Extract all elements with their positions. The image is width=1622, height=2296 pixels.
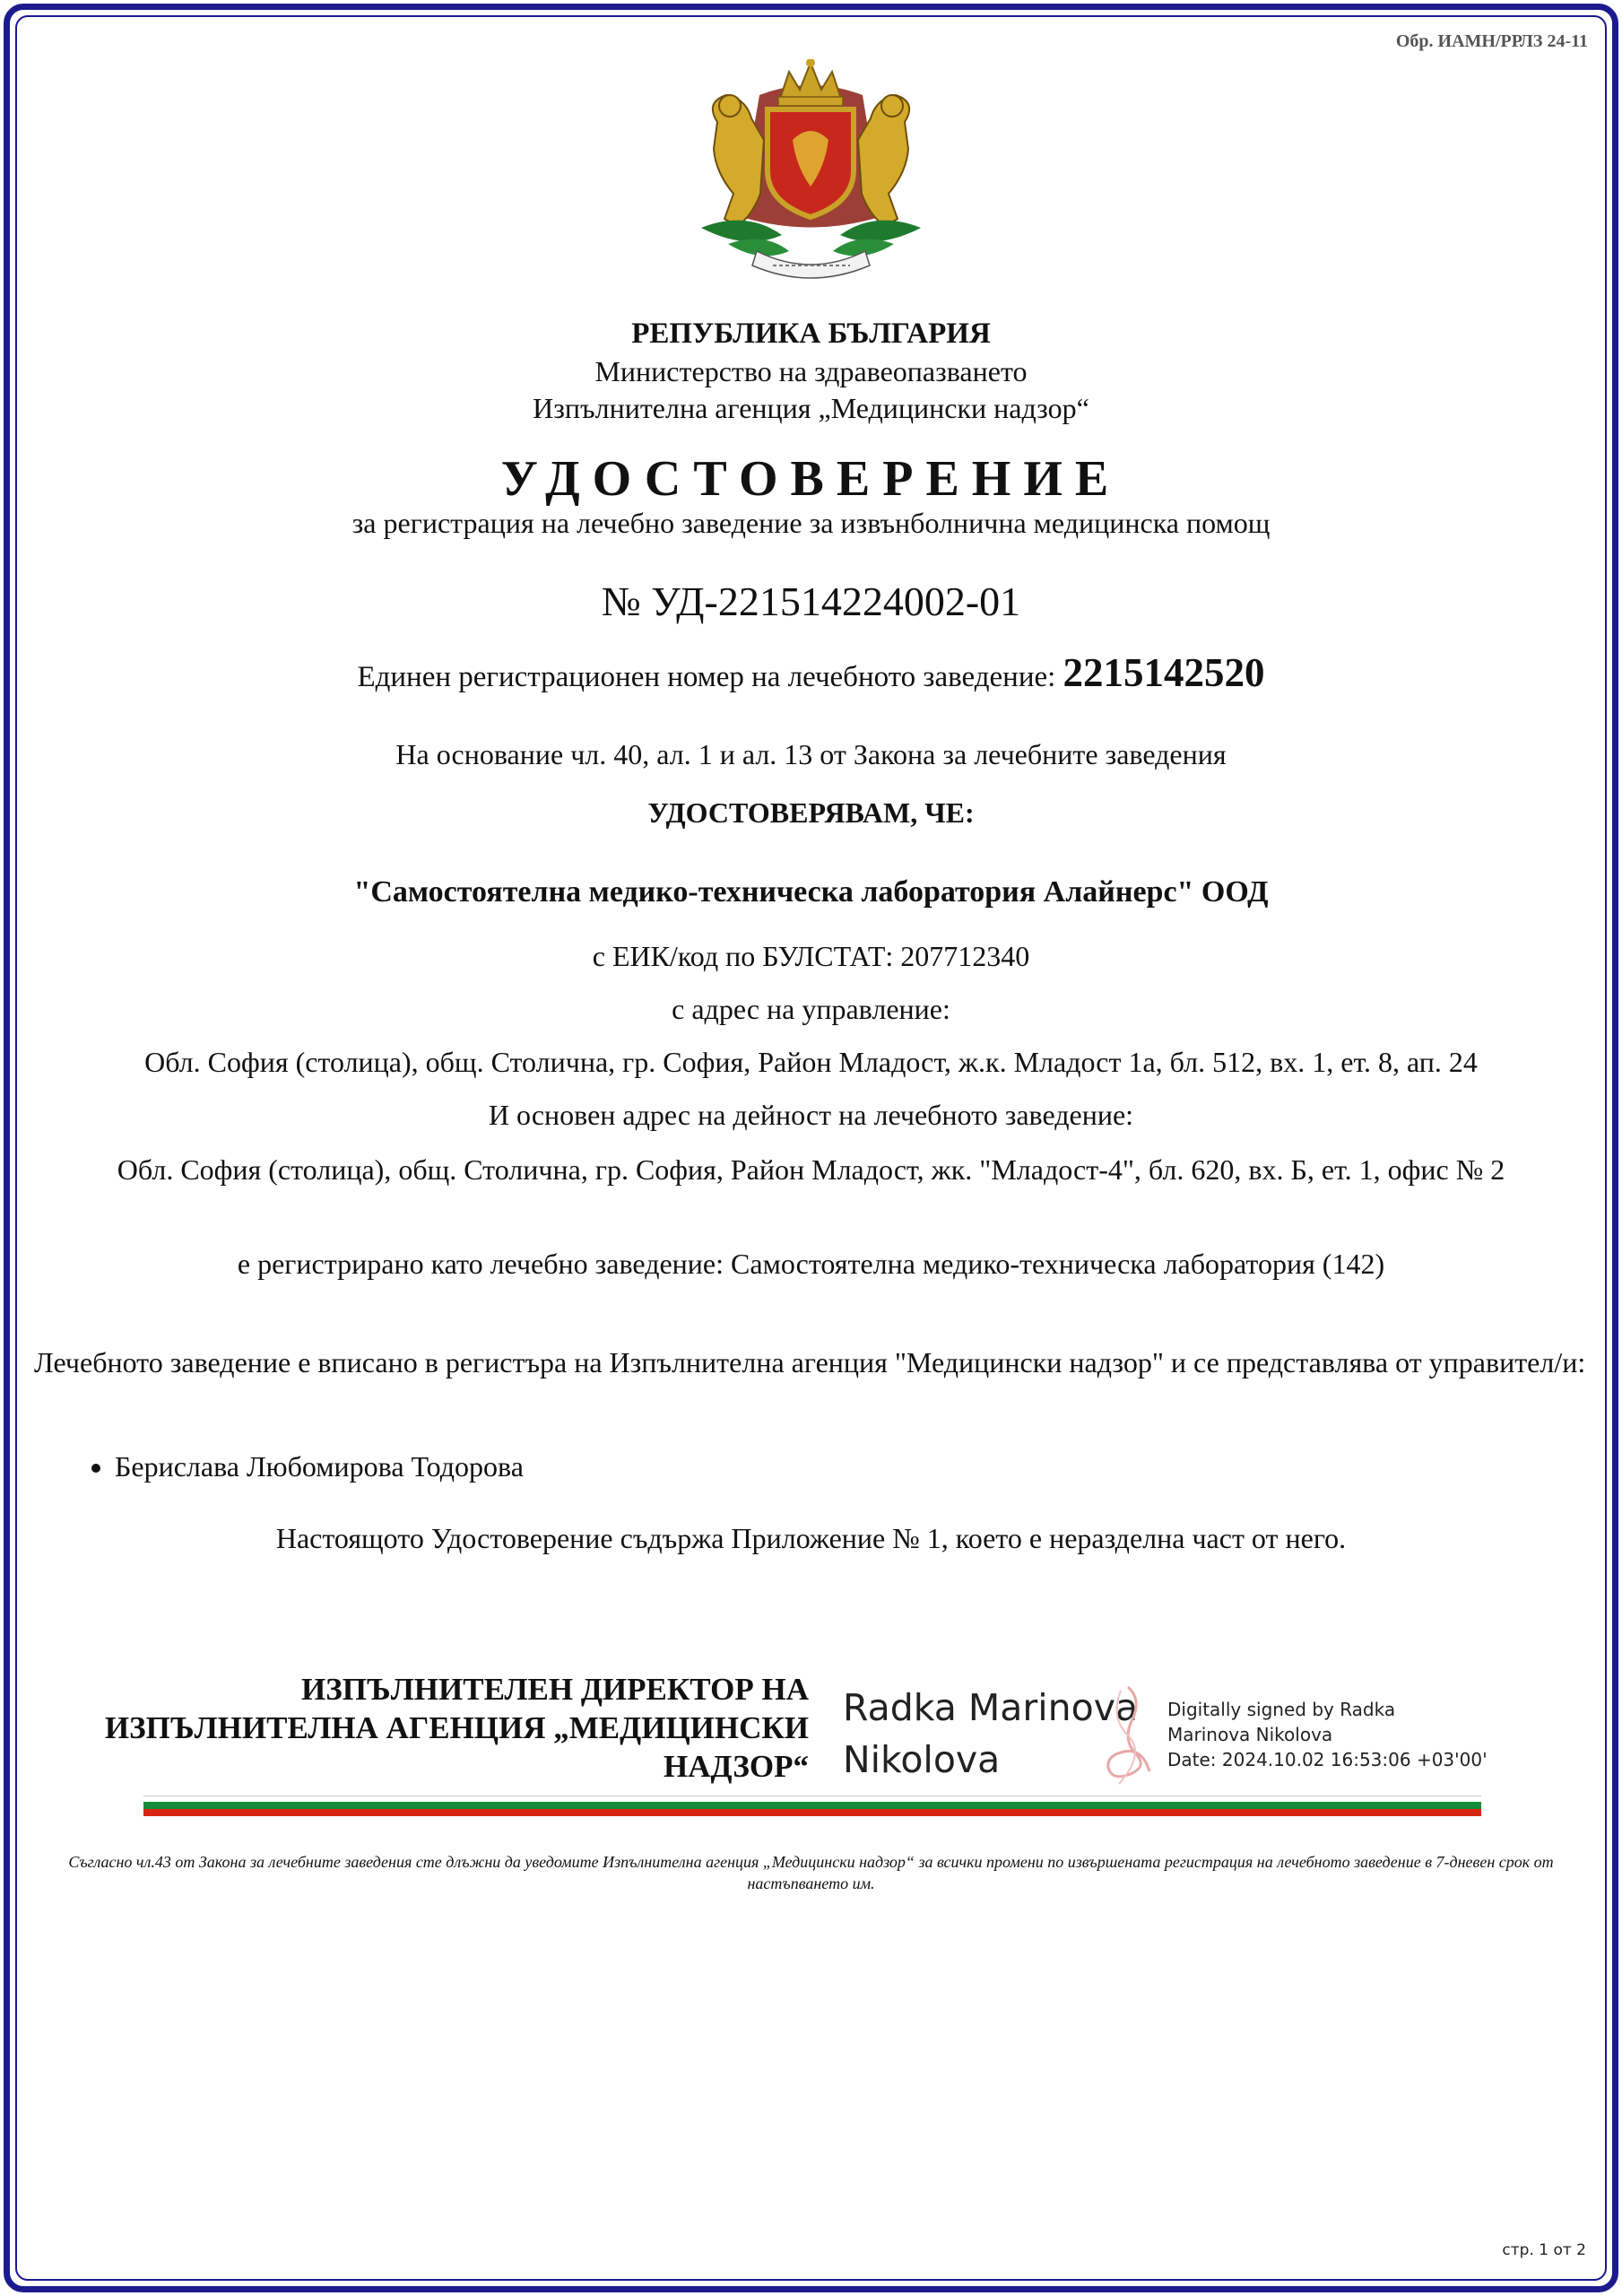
- certify-heading: УДОСТОВЕРЯВАМ, ЧЕ:: [647, 796, 975, 829]
- legal-basis: На основание чл. 40, ал. 1 и ал. 13 от Закона за лечебните заведения: [395, 738, 1227, 770]
- digital-signature-details: [1167, 1697, 1488, 1772]
- republic-title: РЕПУБЛИКА БЪЛГАРИЯ: [631, 317, 991, 350]
- annex-note: Настоящото Удостоверение съдържа Приложение № 1, което е неразделна част от него.: [275, 1522, 1347, 1554]
- form-code: Обр. ИАМН/РРЛЗ 24-11: [1395, 31, 1588, 51]
- signer-name-line: Nikolova: [843, 1738, 1001, 1781]
- signer-name-line: Radka Marinova: [843, 1686, 1139, 1729]
- management-address: Обл. София (столица), общ. Столична, гр. София, Район Младост, ж.к. Младост 1а, бл. 512, вх. 1, ет. 8, ап. 24: [144, 1046, 1478, 1078]
- managers-list: [79, 1450, 524, 1483]
- signer-name: [843, 1682, 1138, 1786]
- flag-stripe: [143, 1796, 1481, 1816]
- entity-eik: с ЕИК/код по БУЛСТАТ: 207712340: [592, 940, 1030, 972]
- signed-date: Date: 2024.10.02 16:53:06 +03'00': [1167, 1749, 1488, 1770]
- registration-number: 2215142520: [1063, 650, 1265, 695]
- signed-by-line: Digitally signed by Radka: [1167, 1699, 1396, 1720]
- certificate-title: УДОСТОВЕРЕНИЕ: [500, 451, 1122, 507]
- activity-address: Обл. София (столица), общ. Столична, гр. София, Район Младост, жк. "Младост-4", бл. 620, вх. Б, ет. 1, офис № 2: [117, 1153, 1505, 1186]
- registry-text: Лечебното заведение е вписано в регистъра на Изпълнителна агенция "Медицински надзор" и се представлява от управител/и:: [34, 1346, 1586, 1378]
- registration-label: Единен регистрационен номер на лечебното заведение:: [357, 661, 1056, 693]
- activity-address-label: И основен адрес на дейност на лечебното заведение:: [488, 1099, 1134, 1131]
- flag-red-band: [143, 1809, 1481, 1816]
- list-item: • Берислава Любомирова Тодорова: [115, 1450, 524, 1483]
- flag-white-band: [143, 1796, 1481, 1802]
- director-title: ИЗПЪЛНИТЕЛЕН ДИРЕКТОР НА ИЗПЪЛНИТЕЛНА АГЕНЦИЯ „МЕДИЦИНСКИ НАДЗОР“: [104, 1672, 809, 1784]
- entity-name: "Самостоятелна медико-техническа лаборатория Алайнерс" ООД: [353, 875, 1269, 909]
- footer-notice: Съгласно чл.43 от Закона за лечебните заведения сте длъжни да уведомите Изпълнителна агенция „Медицински надзор“ за всички промени по извършената регистрация на лечебното заведение в 7-дневен срок от настъпването им.: [68, 1853, 1554, 1892]
- registered-as: е регистрирано като лечебно заведение: Самостоятелна медико-техническа лаборатория (142): [237, 1248, 1385, 1280]
- flag-green-band: [143, 1802, 1481, 1809]
- page-number: стр. 1 от 2: [1502, 2241, 1586, 2259]
- ministry-name: Министерство на здравеопазването: [594, 355, 1028, 387]
- bulgaria-coat-of-arms-icon: [674, 59, 948, 282]
- agency-name: Изпълнителна агенция „Медицински надзор“: [533, 392, 1089, 424]
- registration-line: [0, 649, 1622, 696]
- pdf-signature-mark-icon: [1101, 1682, 1155, 1789]
- signed-by-line: Marinova Nikolova: [1167, 1724, 1333, 1745]
- certificate-number: № УД-221514224002-01: [601, 578, 1021, 624]
- certificate-subtitle: за регистрация на лечебно заведение за извънболнична медицинска помощ: [351, 507, 1271, 539]
- management-address-label: с адрес на управление:: [672, 993, 950, 1025]
